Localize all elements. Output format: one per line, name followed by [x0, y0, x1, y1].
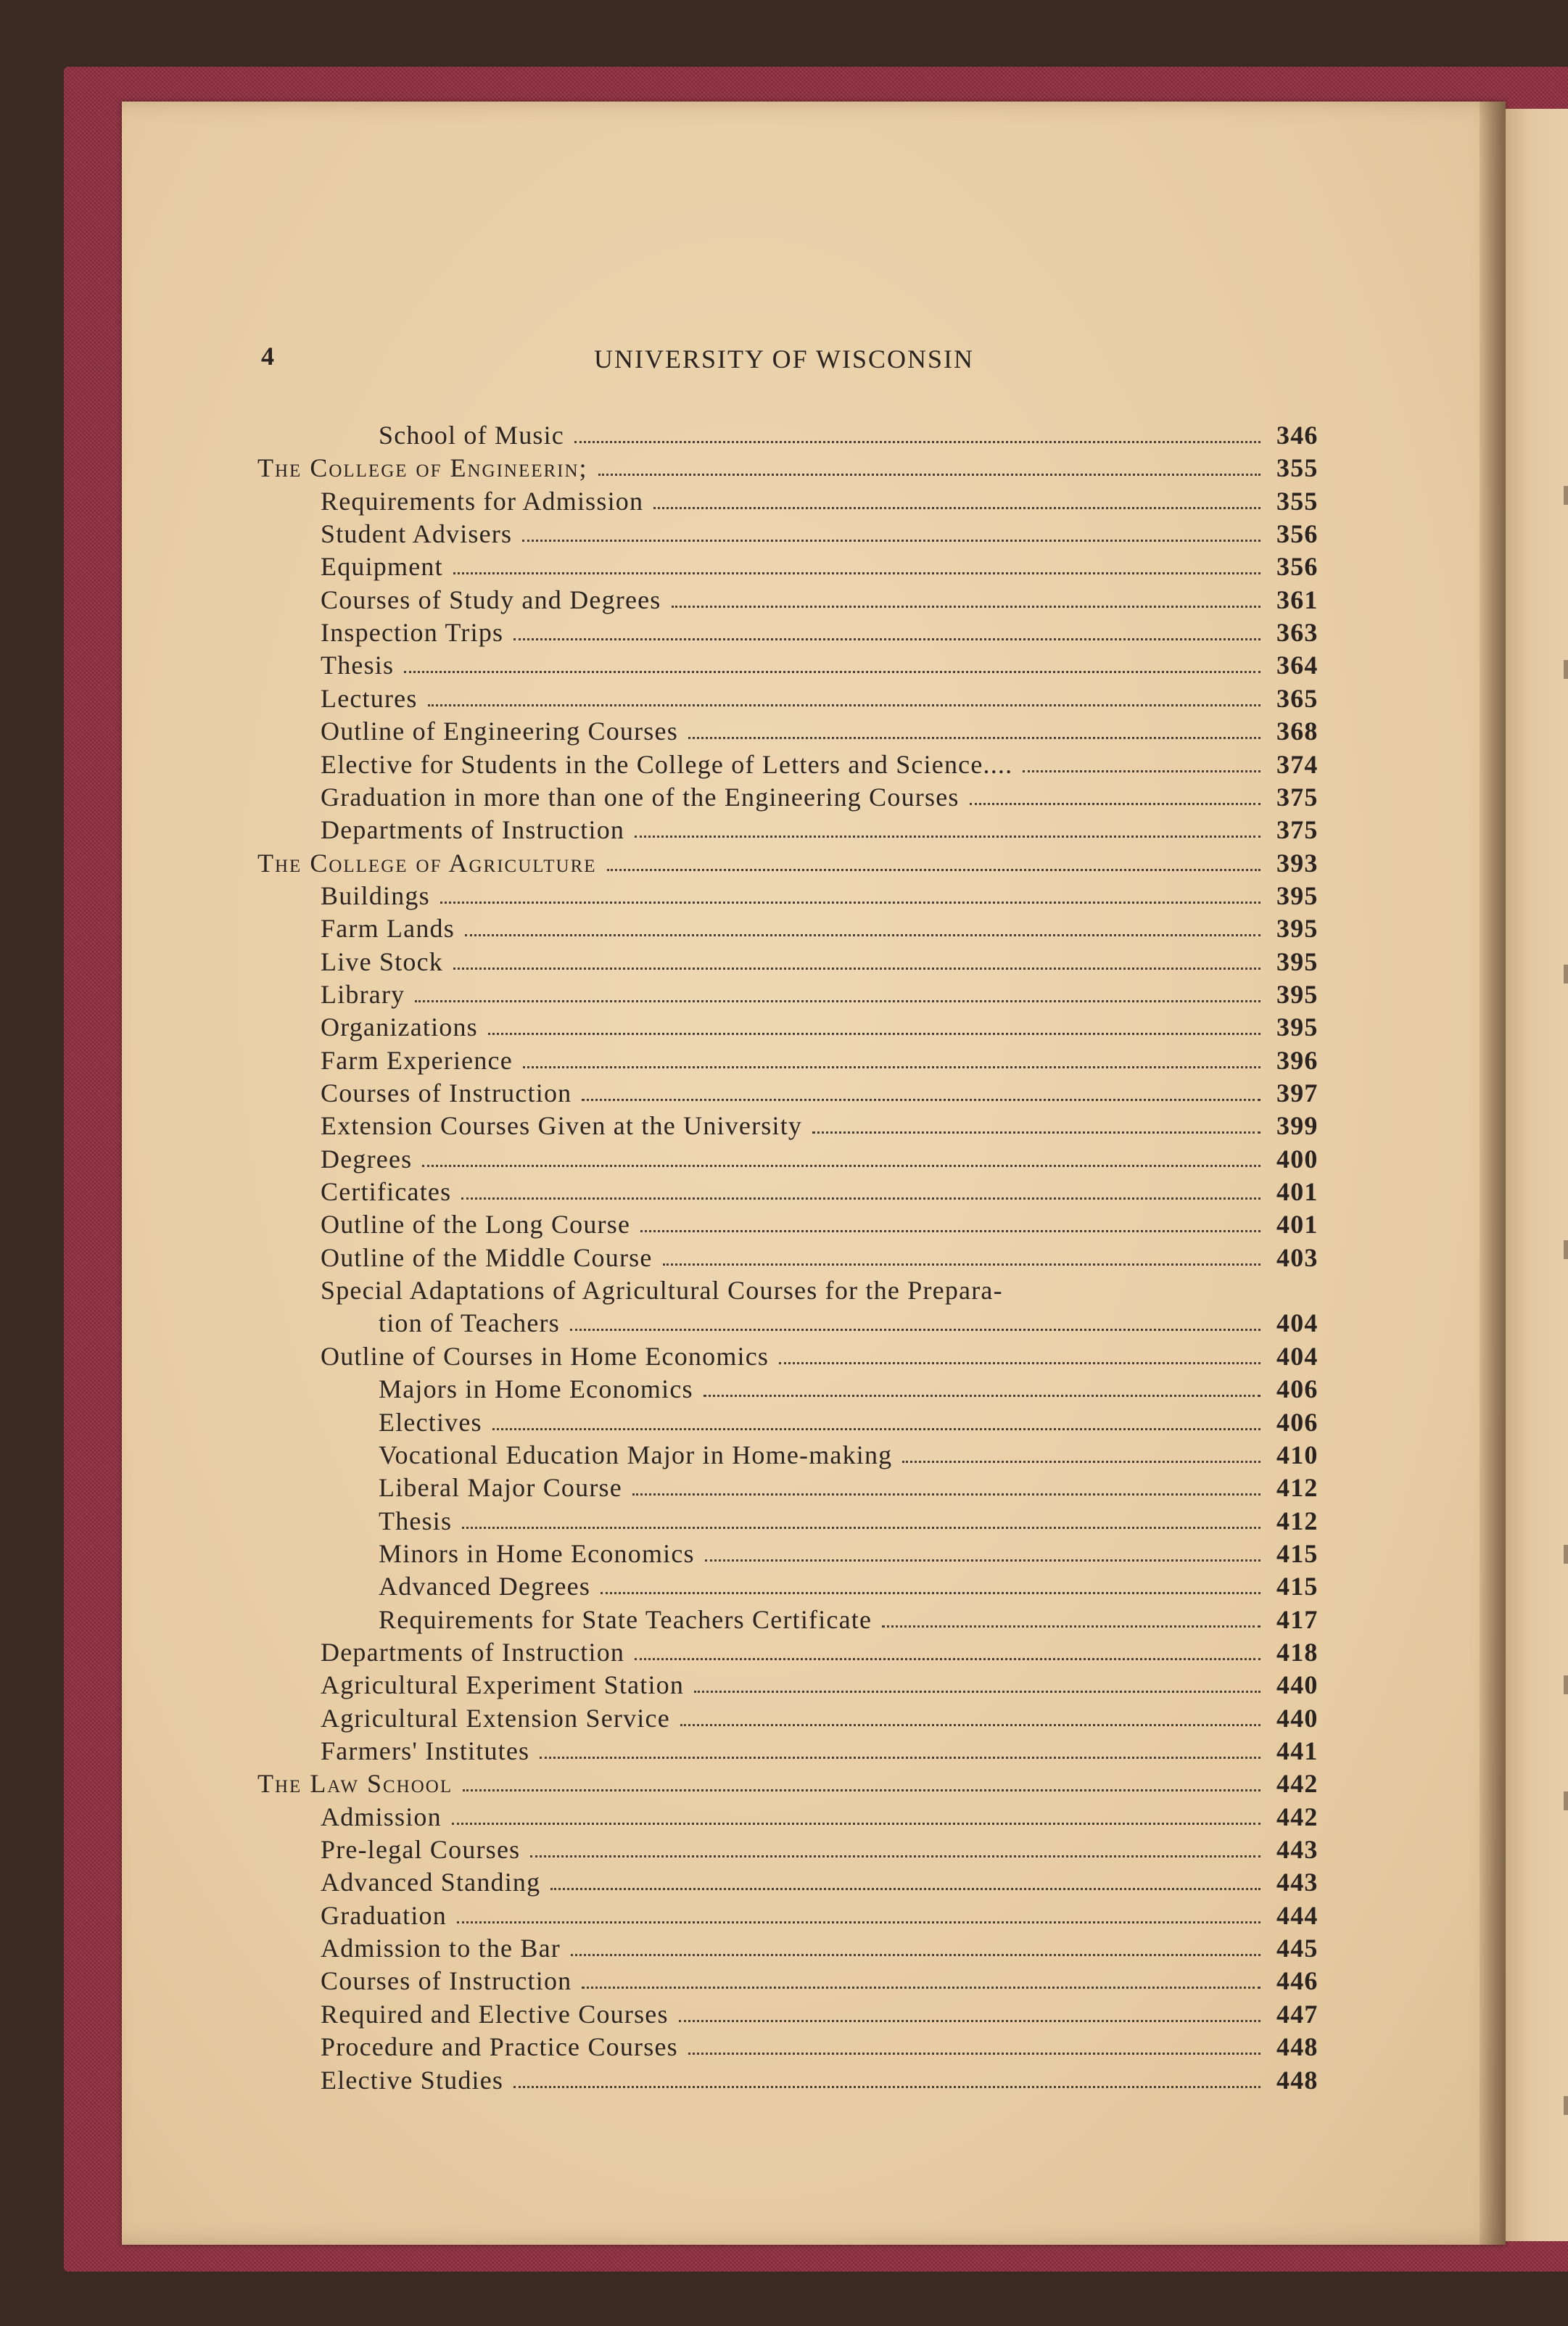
toc-entry-title: Outline of the Long Course	[321, 1210, 631, 1239]
toc-entry-title: Requirements for State Teachers Certificate	[379, 1605, 872, 1634]
toc-entry	[321, 1011, 1323, 1044]
dot-leader	[522, 540, 1260, 542]
toc-entry	[321, 1965, 1323, 1997]
toc-entry-title: Courses of Instruction	[321, 1079, 572, 1108]
toc-entry-page: 446	[1276, 1966, 1319, 1995]
toc-entry-title: Farmers' Institutes	[321, 1736, 530, 1765]
toc-entry-page: 417	[1276, 1605, 1319, 1634]
toc-entry-title: Agricultural Experiment Station	[321, 1670, 685, 1699]
toc-entry-title: Farm Experience	[321, 1046, 513, 1075]
dot-leader	[462, 1527, 1260, 1529]
toc-entry-title: Minors in Home Economics	[379, 1539, 695, 1568]
toc-entry	[321, 1834, 1323, 1866]
page-number: 4	[261, 342, 274, 371]
toc-entry	[321, 1044, 1323, 1077]
toc-entry-title: Electives	[379, 1408, 482, 1437]
toc-entry-page: 361	[1276, 585, 1319, 614]
toc-entry-page: 365	[1276, 684, 1319, 713]
toc-entry	[321, 1801, 1323, 1834]
dot-leader	[812, 1131, 1260, 1134]
toc-entry-page: 395	[1276, 1013, 1319, 1042]
toc-entry-page: 374	[1276, 750, 1319, 779]
toc-entry-title: Inspection Trips	[321, 618, 504, 647]
toc-entry	[379, 1505, 1323, 1538]
toc-entry	[321, 1735, 1323, 1768]
toc-entry-title: Thesis	[321, 651, 395, 680]
toc-entry	[321, 715, 1323, 748]
dot-leader	[513, 638, 1260, 640]
dot-leader	[422, 1165, 1260, 1167]
dot-leader	[463, 1789, 1260, 1791]
toc-entry-title: Liberal Major Course	[379, 1473, 622, 1502]
dot-leader	[582, 1099, 1260, 1101]
dot-leader	[513, 2086, 1260, 2088]
toc-entry-title: Elective Studies	[321, 2066, 504, 2095]
dot-leader	[523, 1066, 1260, 1068]
toc-entry	[321, 1208, 1323, 1241]
toc-entry-page: 418	[1276, 1638, 1319, 1667]
dot-leader	[492, 1428, 1260, 1430]
toc-entry	[321, 1900, 1323, 1932]
dot-leader	[453, 968, 1260, 970]
toc-entry-page: 440	[1276, 1670, 1319, 1699]
toc-entry-page: 415	[1276, 1572, 1319, 1601]
dot-leader	[680, 1724, 1260, 1726]
toc-entry-title: Courses of Instruction	[321, 1966, 572, 1995]
toc-entry-page: 399	[1276, 1111, 1319, 1140]
running-head: UNIVERSITY OF WISCONSIN	[593, 345, 975, 374]
toc-entry-page: 395	[1276, 881, 1319, 910]
toc-entry-page: 448	[1276, 2066, 1319, 2095]
toc-entry-title: Departments of Instruction	[321, 1638, 625, 1667]
toc-entry-title: Library	[321, 980, 405, 1009]
toc-entry-title: Extension Courses Given at the University	[321, 1111, 803, 1140]
dot-leader	[672, 606, 1260, 608]
toc-entry	[321, 518, 1323, 550]
toc-entry-title: Outline of Courses in Home Economics	[321, 1342, 769, 1371]
dot-leader	[601, 1592, 1260, 1594]
toc-entry	[321, 880, 1323, 912]
toc-entry	[379, 1538, 1323, 1570]
dot-leader	[404, 671, 1260, 673]
dot-leader	[540, 1757, 1260, 1759]
toc-entry-page: 406	[1276, 1408, 1319, 1437]
toc-entry-page: 368	[1276, 717, 1319, 746]
toc-entry	[379, 1570, 1323, 1603]
toc-entry	[321, 616, 1323, 649]
dot-leader	[453, 572, 1260, 574]
dot-leader	[703, 1395, 1260, 1397]
toc-entry-page: 396	[1276, 1046, 1319, 1075]
dot-leader	[688, 737, 1260, 739]
toc-entry-title: The College of Engineerin;	[257, 453, 588, 482]
toc-entry	[379, 1439, 1323, 1472]
dot-leader	[415, 1000, 1260, 1002]
toc-entry-page: 400	[1276, 1145, 1319, 1174]
toc-entry-page: 441	[1276, 1736, 1319, 1765]
toc-entry-title: Equipment	[321, 552, 443, 581]
dot-leader	[679, 2020, 1260, 2022]
toc-entry	[379, 1604, 1323, 1636]
dot-leader	[452, 1823, 1260, 1825]
toc-entry	[321, 1998, 1323, 2031]
toc-entry-title: Graduation in more than one of the Engineering Courses	[321, 783, 960, 812]
toc-entry-page: 403	[1276, 1243, 1319, 1272]
toc-entry	[321, 1340, 1323, 1373]
toc-entry-title: Vocational Education Major in Home-making	[379, 1440, 893, 1469]
dot-leader	[653, 507, 1260, 509]
dot-leader	[779, 1362, 1260, 1364]
toc-entry-page: 395	[1276, 947, 1319, 976]
toc-entry	[321, 2031, 1323, 2063]
toc-entry-title: Outline of the Middle Course	[321, 1243, 653, 1272]
dot-leader	[571, 1954, 1260, 1956]
dot-leader	[663, 1263, 1260, 1266]
dot-leader	[607, 869, 1260, 871]
dot-leader	[428, 704, 1260, 706]
toc-entry	[257, 452, 1323, 484]
toc-entry	[321, 682, 1323, 715]
dot-leader	[461, 1197, 1260, 1200]
toc-entry	[257, 1768, 1323, 1800]
toc-entry-title: Student Advisers	[321, 519, 513, 548]
dot-leader	[970, 803, 1260, 805]
toc-entry-page: 401	[1276, 1210, 1319, 1239]
dot-leader	[632, 1493, 1260, 1496]
toc-entry-page: 393	[1276, 849, 1319, 878]
toc-entry	[321, 1274, 1323, 1307]
toc-entry-title: Agricultural Extension Service	[321, 1704, 670, 1733]
toc-entry-page: 447	[1276, 2000, 1319, 2029]
toc-entry	[321, 978, 1323, 1011]
dot-leader	[582, 1987, 1260, 1989]
dot-leader	[440, 902, 1260, 904]
toc-entry-title: Admission to the Bar	[321, 1934, 561, 1963]
toc-entry	[321, 1636, 1323, 1669]
dot-leader	[694, 1691, 1260, 1693]
toc-entry	[321, 781, 1323, 814]
dot-leader	[457, 1921, 1260, 1923]
dot-leader	[640, 1230, 1260, 1232]
toc-entry-page: 346	[1276, 421, 1319, 450]
toc-entry-title: Courses of Study and Degrees	[321, 585, 661, 614]
toc-entry	[379, 1307, 1323, 1340]
toc-entry	[379, 1373, 1323, 1406]
toc-entry-title: The College of Agriculture	[257, 849, 597, 878]
dot-leader	[902, 1461, 1260, 1463]
toc-entry	[321, 550, 1323, 583]
dot-leader	[574, 441, 1260, 443]
toc-entry-page: 410	[1276, 1440, 1319, 1469]
toc-entry-title: Graduation	[321, 1901, 447, 1930]
toc-entry-page: 397	[1276, 1079, 1319, 1108]
dot-leader	[465, 934, 1260, 936]
toc-entry-title: Lectures	[321, 684, 418, 713]
dot-leader	[635, 836, 1260, 838]
toc-entry-page: 445	[1276, 1934, 1319, 1963]
toc-entry	[321, 1176, 1323, 1208]
toc-entry	[321, 584, 1323, 616]
toc-entry-page: 412	[1276, 1473, 1319, 1502]
toc-entry	[321, 485, 1323, 518]
toc-entry-title: Requirements for Admission	[321, 487, 644, 516]
toc-entry	[379, 1472, 1323, 1504]
toc-entry-page: 401	[1276, 1177, 1319, 1206]
toc-entry	[379, 419, 1323, 452]
toc-entry	[321, 649, 1323, 682]
dot-leader	[488, 1033, 1260, 1035]
toc-entry	[257, 847, 1323, 880]
toc-entry-title: Live Stock	[321, 947, 443, 976]
toc-entry-page: 404	[1276, 1308, 1319, 1337]
dot-leader	[550, 1888, 1260, 1890]
toc-entry	[379, 1406, 1323, 1439]
toc-entry	[321, 1866, 1323, 1899]
toc-entry-page: 395	[1276, 914, 1319, 943]
toc-entry-page: 448	[1276, 2032, 1319, 2061]
toc-entry	[321, 1932, 1323, 1965]
toc-entry-page: 375	[1276, 815, 1319, 844]
toc-entry-title: The Law School	[257, 1769, 453, 1798]
dot-leader	[635, 1658, 1260, 1660]
toc-entry-page: 363	[1276, 618, 1319, 647]
toc-entry-page: 440	[1276, 1704, 1319, 1733]
toc-entry-title: Degrees	[321, 1145, 413, 1174]
toc-entry-title: Farm Lands	[321, 914, 455, 943]
toc-entry-title: Buildings	[321, 881, 430, 910]
toc-entry-page: 404	[1276, 1342, 1319, 1371]
toc-entry-page: 375	[1276, 783, 1319, 812]
toc-entry-title: Organizations	[321, 1013, 478, 1042]
toc-entry-page: 442	[1276, 1802, 1319, 1831]
toc-entry-page: 364	[1276, 651, 1319, 680]
toc-entry-title: Admission	[321, 1802, 442, 1831]
toc-entry-title: tion of Teachers	[379, 1308, 560, 1337]
toc-entry-title: Procedure and Practice Courses	[321, 2032, 678, 2061]
toc-entry	[321, 946, 1323, 978]
toc-entry	[321, 748, 1323, 781]
toc-entry	[321, 1669, 1323, 1702]
toc-entry-title: Pre-legal Courses	[321, 1835, 521, 1864]
dot-leader	[688, 2053, 1260, 2055]
toc-entry	[321, 2064, 1323, 2097]
toc-entry-page: 395	[1276, 980, 1319, 1009]
toc-entry-title: Special Adaptations of Agricultural Courses for the Prepara-	[321, 1276, 1003, 1305]
dot-leader	[598, 474, 1260, 476]
toc-entry-title: Departments of Instruction	[321, 815, 625, 844]
toc-entry-page: 442	[1276, 1769, 1319, 1798]
toc-entry-title: Required and Elective Courses	[321, 2000, 669, 2029]
toc-entry-title: Outline of Engineering Courses	[321, 717, 678, 746]
toc-entry-page: 443	[1276, 1868, 1319, 1897]
toc-entry	[321, 1702, 1323, 1735]
toc-entry	[321, 1242, 1323, 1274]
dot-leader	[570, 1329, 1260, 1331]
toc-entry-page: 406	[1276, 1374, 1319, 1403]
toc-entry-title: Advanced Degrees	[379, 1572, 591, 1601]
toc-entry-title: Majors in Home Economics	[379, 1374, 693, 1403]
toc-entry-page: 355	[1276, 453, 1319, 482]
toc-entry-page: 415	[1276, 1539, 1319, 1568]
toc-entry	[321, 1143, 1323, 1176]
toc-entry-page: 444	[1276, 1901, 1319, 1930]
toc-entry-title: Elective for Students in the College of Letters and Science....	[321, 750, 1013, 779]
toc-entry-page: 412	[1276, 1506, 1319, 1535]
dot-leader	[882, 1625, 1260, 1628]
toc-entry-title: Certificates	[321, 1177, 452, 1206]
toc-entry-page: 355	[1276, 487, 1319, 516]
toc-entry	[321, 1077, 1323, 1110]
toc-entry-page: 443	[1276, 1835, 1319, 1864]
toc-entry-page: 356	[1276, 552, 1319, 581]
dot-leader	[705, 1559, 1260, 1562]
toc-entry-title: School of Music	[379, 421, 564, 450]
toc-entry	[321, 814, 1323, 846]
dot-leader	[530, 1855, 1260, 1857]
toc-entry-page: 356	[1276, 519, 1319, 548]
dot-leader	[1023, 770, 1260, 772]
toc-entry	[321, 912, 1323, 945]
toc-entry-title: Thesis	[379, 1506, 453, 1535]
toc-entry-title: Advanced Standing	[321, 1868, 541, 1897]
toc-entry	[321, 1110, 1323, 1142]
